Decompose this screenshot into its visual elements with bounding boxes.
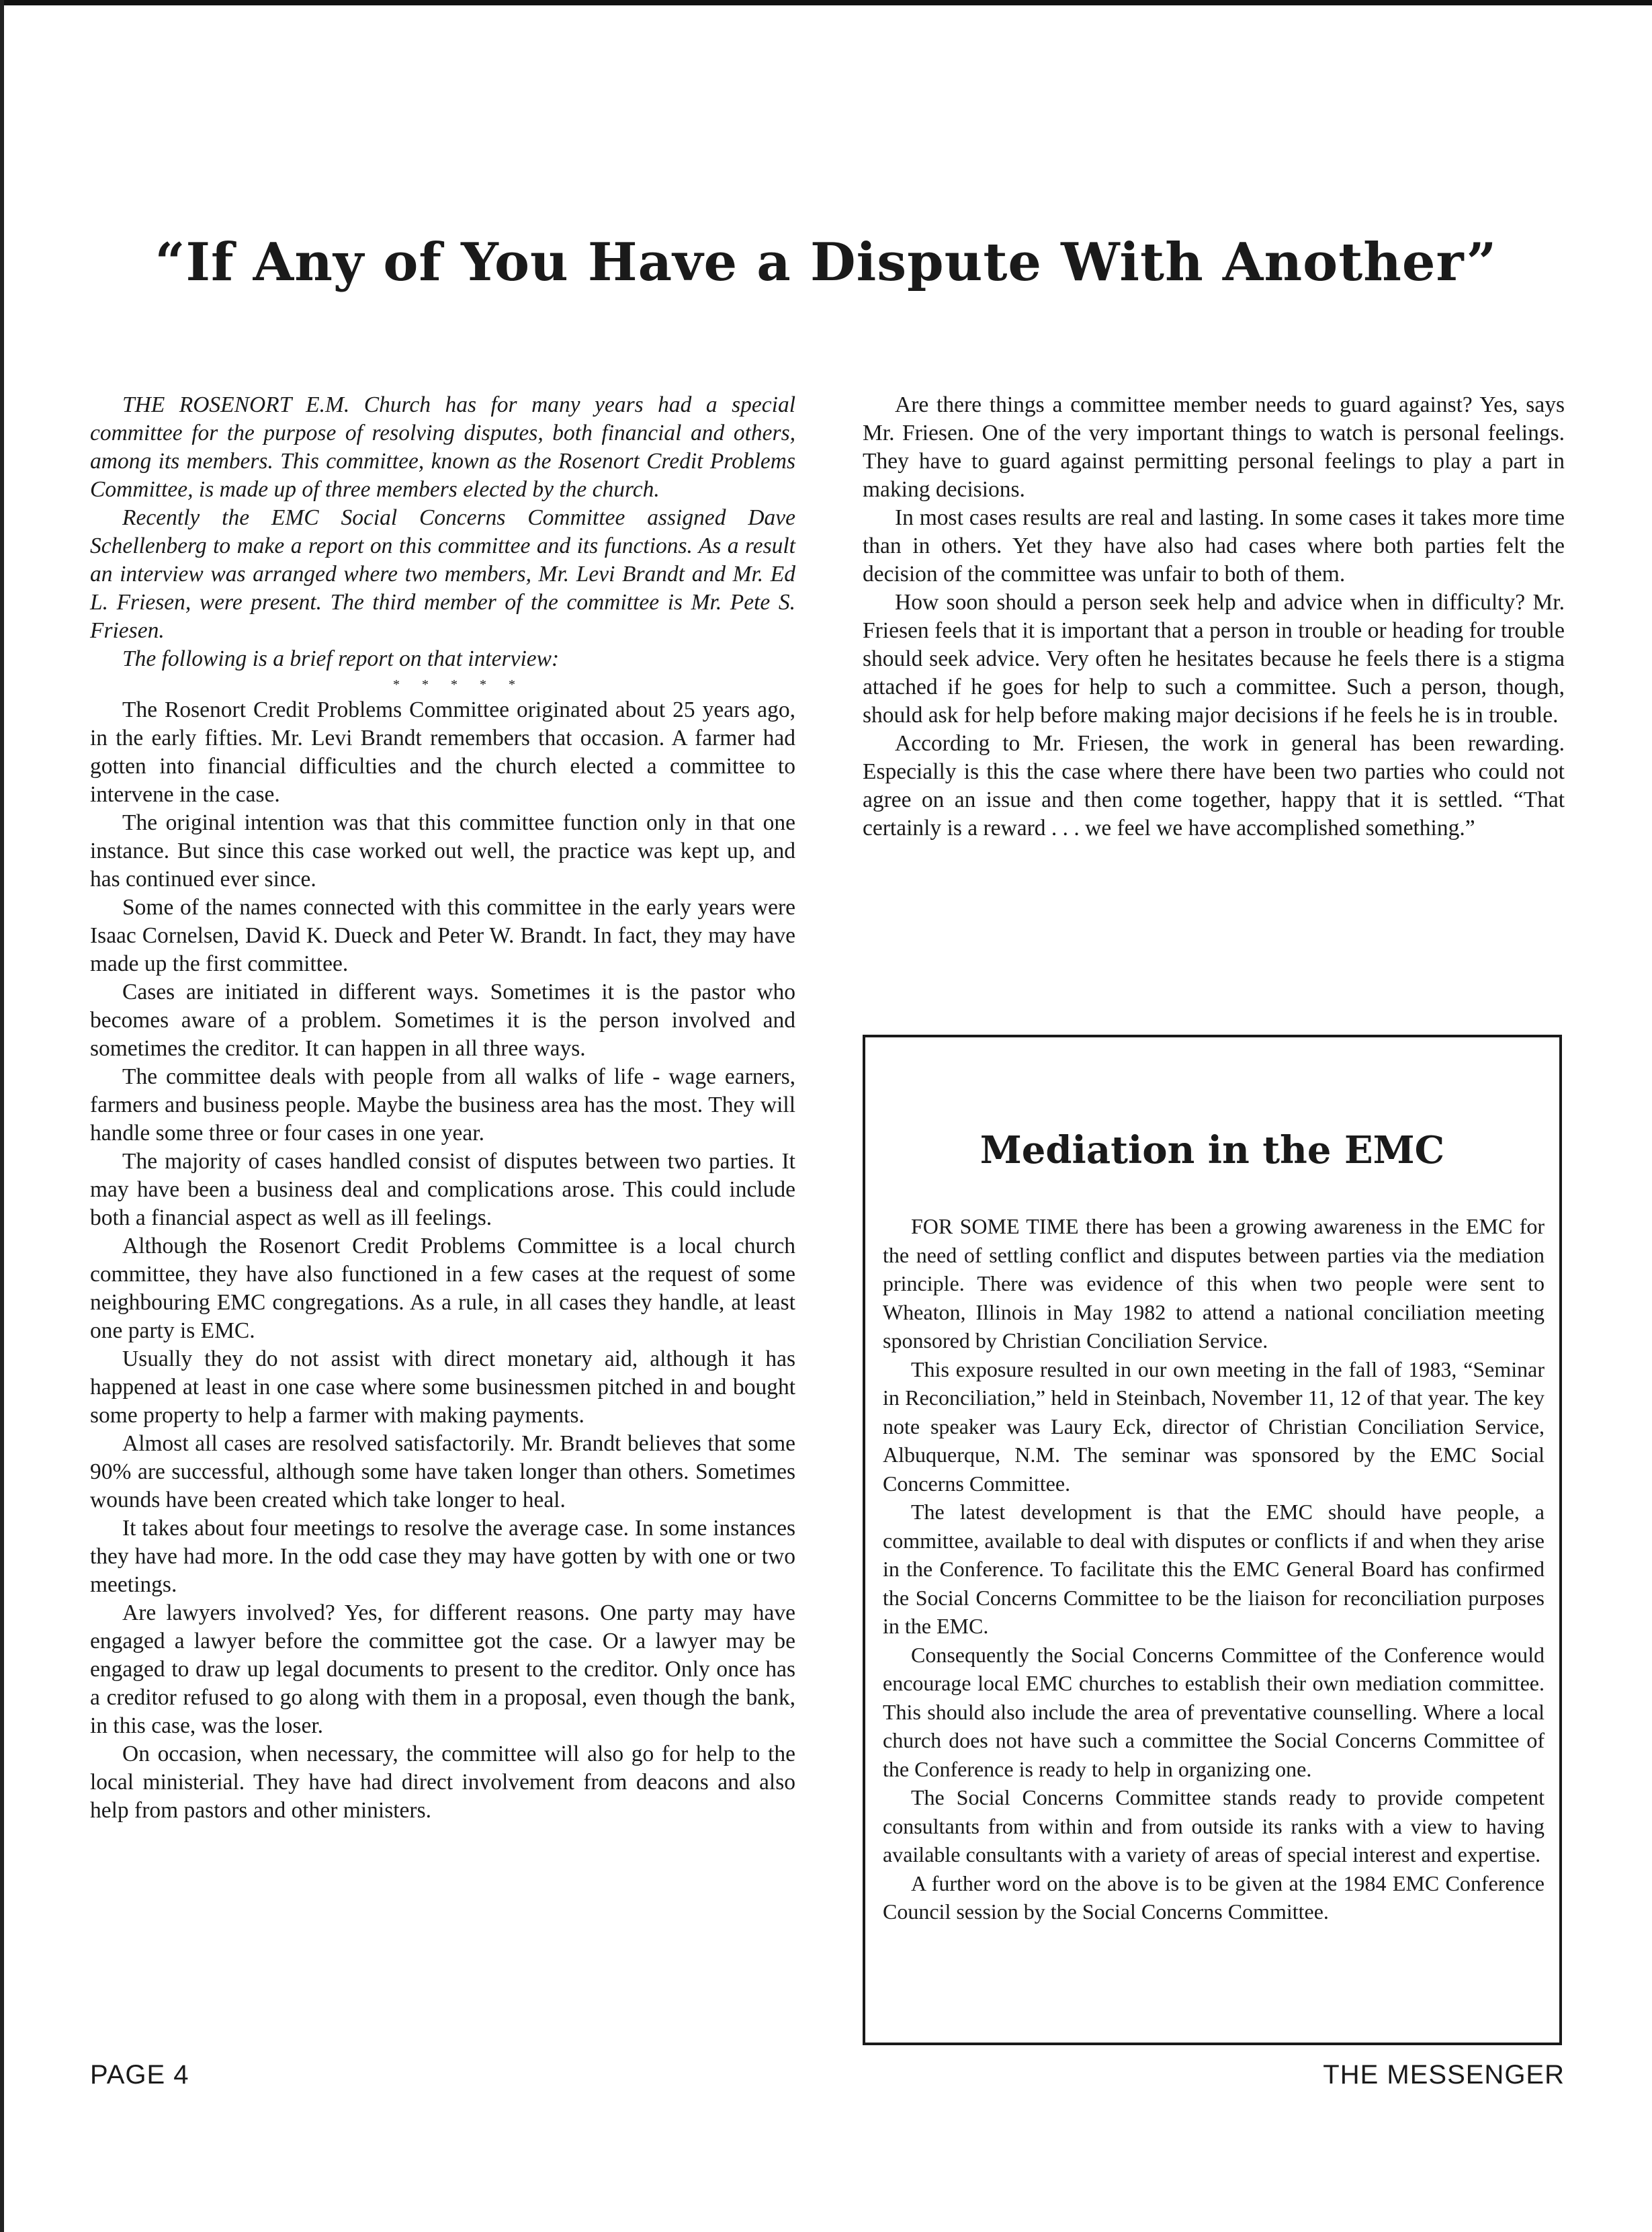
body-paragraph: In most cases results are real and lasting. In some cases it takes more time than in others. Yet they have also had cases where both parties felt the decision of the committee was unfair to both of them.: [863, 505, 1565, 587]
intro-paragraph: THE ROSENORT E.M. Church has for many years had a special committee for the purpose of resolving disputes, both financial and others, among its members. This committee, known as the Rosenort Credit Problems Committee, is made up of three members elected by the church.: [90, 392, 795, 502]
sidebar-paragraph: FOR SOME TIME there has been a growing awareness in the EMC for the need of settling conflict and disputes between parties via the mediation principle. There was evidence of this when two people were sent to Wheaton, Illinois in May 1982 to attend a national conciliation meeting sponsored by Christian Conciliation Service.: [883, 1214, 1545, 1353]
sidebar-box: [863, 1035, 1562, 2045]
sidebar-paragraph: Consequently the Social Concerns Committee of the Conference would encourage local EMC churches to establish their own mediation committee. This should also include the area of preventative counselling. Where a local church does not have such a committee the Social Concerns Committee of the Conference is ready to help in organizing one.: [883, 1642, 1545, 1781]
sidebar-paragraph: The latest development is that the EMC should have people, a committee, available to deal with disputes or conflicts if and when they arise in the Conference. To facilitate this the EMC General Board has confirmed the Social Concerns Committee to be the liaison for reconciliation purposes in the EMC.: [883, 1500, 1545, 1638]
section-separator: * * * * *: [393, 677, 525, 692]
publication-name: THE MESSENGER: [1323, 2060, 1565, 2090]
intro-paragraph: Recently the EMC Social Concerns Committee assigned Dave Schellenberg to make a report on this committee and its functions. As a result an interview was arranged where two members, Mr. Levi Brandt and Mr. Ed L. Friesen, were present. The third member of the committee is Mr. Pete S. Friesen.: [90, 505, 795, 643]
body-paragraph: Are lawyers involved? Yes, for different reasons. One party may have engaged a lawyer before the committee got the case. Or a lawyer may be engaged to draw up legal documents to present to the creditor. Only once has a creditor refused to go along with them in a proposal, even though the bank, in this case, was the loser.: [90, 1600, 795, 1738]
body-paragraph: Are there things a committee member needs to guard against? Yes, says Mr. Friesen. One of the very important things to watch is personal feelings. They have to guard against permitting personal feelings to play a part in making decisions.: [863, 392, 1565, 502]
body-paragraph: Almost all cases are resolved satisfactorily. Mr. Brandt believes that some 90% are successful, although some have taken longer than others. Sometimes wounds have been created which take longer to heal.: [90, 1431, 795, 1512]
body-paragraph: How soon should a person seek help and advice when in difficulty? Mr. Friesen feels that it is important that a person in trouble or heading for trouble should seek advice. Very often he hesitates because he feels there is a stigma attached if he goes for help to such a committee. Such a person, though, should ask for help before making major decisions if he feels he is in trouble.: [863, 590, 1565, 728]
sidebar-paragraph: A further word on the above is to be given at the 1984 EMC Conference Council session by the Social Concerns Committee.: [883, 1871, 1545, 1924]
sidebar-paragraph: This exposure resulted in our own meeting in the fall of 1983, “Seminar in Reconciliation,” held in Steinbach, November 11, 12 of that year. The key note speaker was Laury Eck, director of Christian Conciliation Service, Albuquerque, N.M. The seminar was sponsored by the EMC Social Concerns Committee.: [883, 1357, 1545, 1496]
sidebar-title: Mediation in the EMC: [980, 1128, 1445, 1172]
article-right-column: [863, 391, 1565, 843]
body-paragraph: Usually they do not assist with direct monetary aid, although it has happened at least in one case where some businessmen pitched in and bought some property to help a farmer with making payments.: [90, 1346, 795, 1428]
intro-paragraph: The following is a brief report on that interview:: [122, 646, 560, 671]
body-paragraph: Cases are initiated in different ways. Sometimes it is the pastor who becomes aware of a problem. Sometimes it is the person involved and sometimes the creditor. It can happen in all three ways.: [90, 980, 795, 1061]
body-paragraph: The majority of cases handled consist of disputes between two parties. It may have been a business deal and complications arose. This could include both a financial aspect as well as ill feelings.: [90, 1149, 795, 1230]
body-paragraph: The committee deals with people from all walks of life - wage earners, farmers and business people. Maybe the business area has the most. They will handle some three or four cases in one year.: [90, 1064, 795, 1146]
body-paragraph: Although the Rosenort Credit Problems Committee is a local church committee, they have also functioned in a few cases at the request of some neighbouring EMC congregations. As a rule, in all cases they handle, at least one party is EMC.: [90, 1234, 795, 1343]
body-paragraph: It takes about four meetings to resolve the average case. In some instances they have had more. In the odd case they may have gotten by with one or two meetings.: [90, 1516, 795, 1597]
body-paragraph: On occasion, when necessary, the committee will also go for help to the local ministerial. They have had direct involvement from deacons and also help from pastors and other ministers.: [90, 1742, 795, 1823]
article-left-column: [90, 391, 795, 1825]
top-border: [0, 0, 1652, 5]
body-paragraph: According to Mr. Friesen, the work in general has been rewarding. Especially is this the case where there have been two parties who could not agree on an issue and then come together, happy that it is settled. “That certainly is a reward . . . we feel we have accomplished something.”: [863, 731, 1565, 841]
page-number: PAGE 4: [90, 2060, 189, 2090]
article-title: “If Any of You Have a Dispute With Another”: [155, 232, 1497, 293]
body-paragraph: The original intention was that this committee function only in that one instance. But since this case worked out well, the practice was kept up, and has continued ever since.: [90, 810, 795, 892]
sidebar-paragraph: The Social Concerns Committee stands ready to provide competent consultants from within and from outside its ranks with a view to having available consultants with a variety of areas of special interest and expertise.: [883, 1785, 1545, 1866]
sidebar-body: [883, 1212, 1545, 1926]
body-paragraph: Some of the names connected with this committee in the early years were Isaac Cornelsen, David K. Dueck and Peter W. Brandt. In fact, they may have made up the first committee.: [90, 895, 795, 976]
left-border: [0, 0, 4, 2232]
body-paragraph: The Rosenort Credit Problems Committee originated about 25 years ago, in the early fifties. Mr. Levi Brandt remembers that occasion. A farmer had gotten into financial difficulties and the church elected a committee to intervene in the case.: [90, 697, 795, 807]
